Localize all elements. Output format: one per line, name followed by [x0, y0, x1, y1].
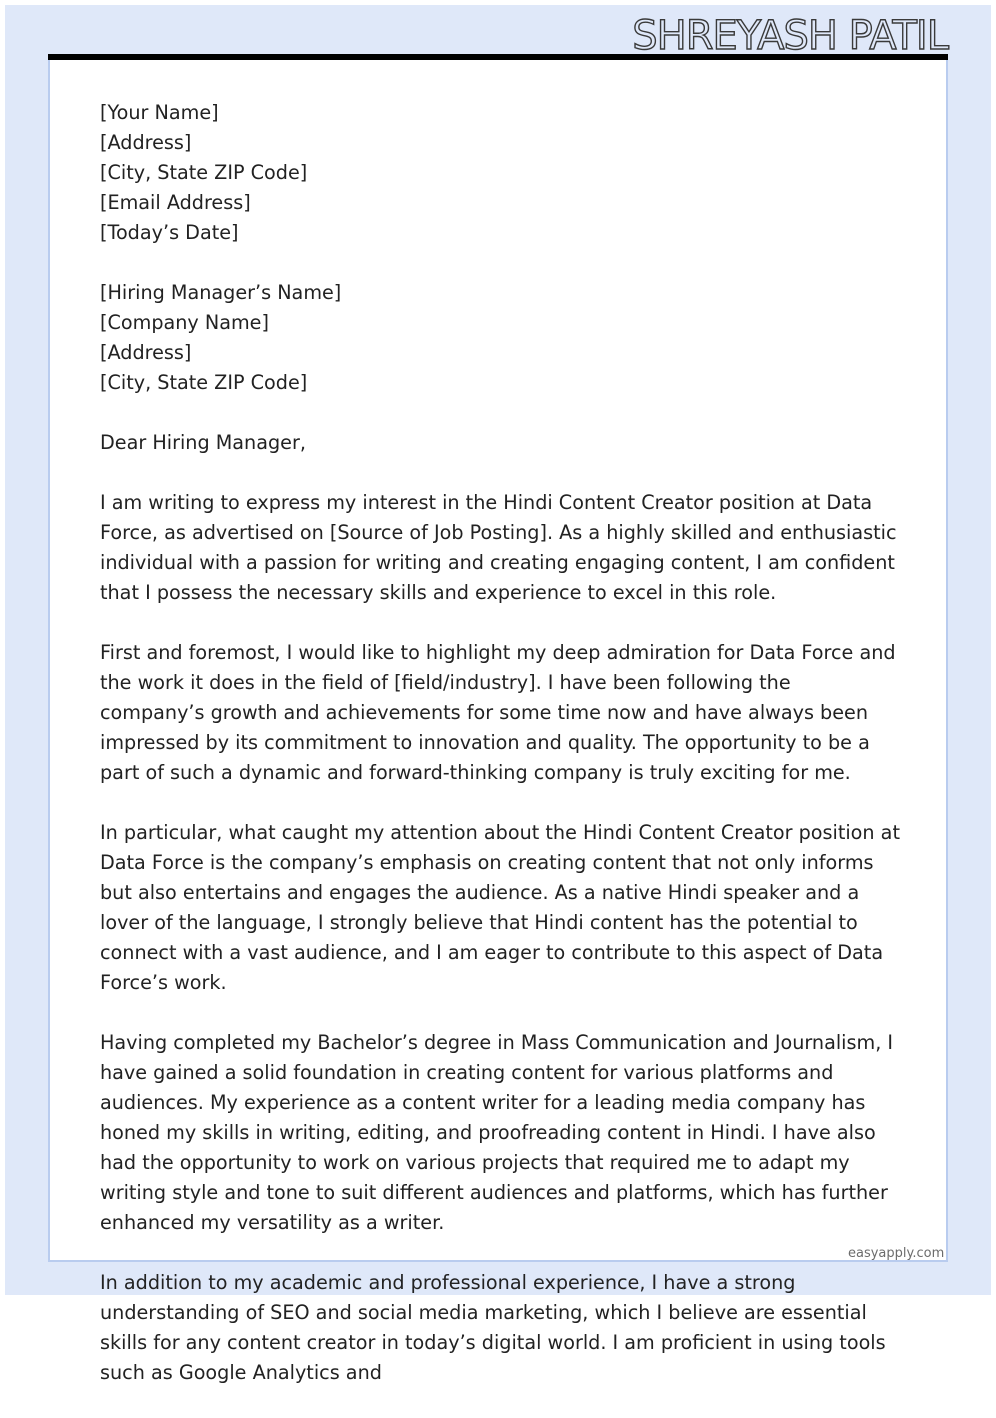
body-paragraph: Having completed my Bachelor’s degree in Mass Communication and Journalism, I have gained a solid foundation in creating content for various platforms and audiences. My experience as a content writer for a leading media company has honed my skills in writing, editing, and proofreading content in Hindi. I have also had the opportunity to work on various projects that required me to adapt my writing style and tone to suit different audiences and platforms, which has further enhanced my versatility as a writer. — [100, 1031, 894, 1234]
body-paragraph: In addition to my academic and professional experience, I have a strong understanding of SEO and social media marketing, which I believe are essential skills for any content creator in today’s digital world. I am proficient in using tools such as Google Analytics and — [100, 1271, 886, 1384]
applicant-name-heading: SHREYASH PATIL — [632, 13, 948, 59]
site-watermark: easyapply.com — [848, 1246, 945, 1261]
sender-city-state-zip: [City, State ZIP Code] — [100, 161, 308, 184]
letter-date: [Today’s Date] — [100, 221, 239, 244]
recipient-address-block — [100, 278, 900, 398]
body-paragraph: I am writing to express my interest in the Hindi Content Creator position at Data Force, as advertised on [Source of Job Posting]. As a highly skilled and enthusiastic individual with a passion for writing and creating engaging content, I am confident that I possess the necessary skills and experience to excel in this role. — [100, 491, 897, 604]
sender-address-block — [100, 98, 900, 248]
salutation: Dear Hiring Manager, — [100, 431, 306, 454]
body-paragraph: First and foremost, I would like to highlight my deep admiration for Data Force and the work it does in the field of [field/industry]. I have been following the company’s growth and achievements for some time now and have always been impressed by its commitment to innovation and quality. The opportunity to be a part of such a dynamic and forward-thinking company is truly exciting for me. — [100, 641, 896, 784]
body-paragraph: In particular, what caught my attention about the Hindi Content Creator position at Data Force is the company’s emphasis on creating content that not only informs but also entertains and engages the audience. As a native Hindi speaker and a lover of the language, I strongly believe that Hindi content has the potential to connect with a vast audience, and I am eager to contribute to this aspect of Data Force’s work. — [100, 821, 900, 994]
recipient-address: [Address] — [100, 341, 192, 364]
sender-name: [Your Name] — [100, 101, 219, 124]
recipient-city-state-zip: [City, State ZIP Code] — [100, 371, 308, 394]
letter-body — [100, 98, 900, 1418]
recipient-company: [Company Name] — [100, 311, 269, 334]
sender-address: [Address] — [100, 131, 192, 154]
recipient-name: [Hiring Manager’s Name] — [100, 281, 342, 304]
sender-email: [Email Address] — [100, 191, 251, 214]
